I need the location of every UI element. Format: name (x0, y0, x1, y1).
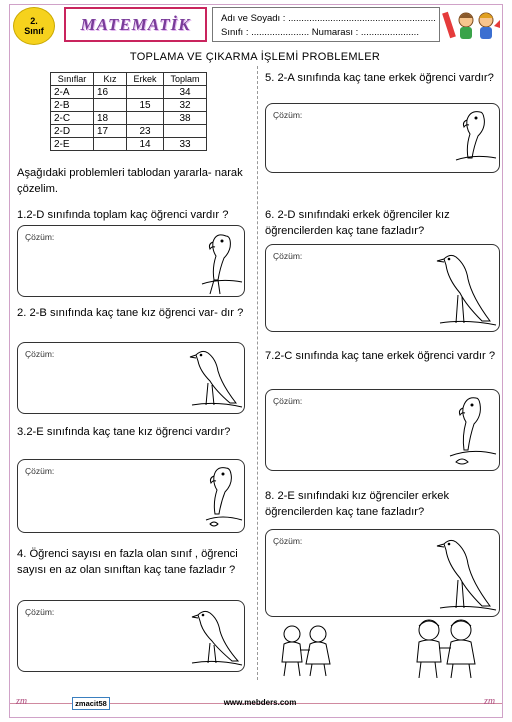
subject-title: MATEMATİK (80, 14, 191, 34)
footer-code: zmacit58 (72, 697, 110, 710)
parrot-icon (200, 462, 244, 532)
answer-label: Çözüm: (273, 110, 303, 120)
answer-box-7[interactable] (265, 389, 500, 471)
student-info-box (212, 7, 440, 42)
question-1: 1.2-D sınıfında toplam kaç öğrenci vardır ? (17, 209, 229, 221)
table-cell (94, 138, 127, 151)
answer-label: Çözüm: (25, 349, 55, 359)
answer-box-4[interactable] (17, 600, 245, 672)
table-cell: 32 (164, 99, 207, 112)
table-cell: 23 (127, 125, 164, 138)
name-field[interactable]: Adı ve Soyadı : ........................................................ (221, 13, 436, 24)
table-cell: 2-C (51, 112, 94, 125)
question-7: 7.2-C sınıfında kaç tane erkek öğrenci vardır ? (265, 350, 496, 362)
grade-badge (13, 7, 55, 45)
table-cell (127, 86, 164, 99)
answer-box-6[interactable] (265, 244, 500, 332)
kids-illustration-icon (442, 6, 502, 44)
grade-label: Sınıf (24, 26, 44, 36)
answer-box-5[interactable] (265, 103, 500, 173)
parrot-icon (452, 106, 498, 172)
table-cell: 17 (94, 125, 127, 138)
table-cell: 18 (94, 112, 127, 125)
table-row (51, 86, 207, 99)
answer-label: Çözüm: (25, 466, 55, 476)
question-6: 6. 2-D sınıfındaki erkek öğrenciler kız öğrencilerden kaç tane fazladır? (265, 209, 450, 237)
table-header-cell: Kız (94, 73, 127, 86)
table-cell: 34 (164, 86, 207, 99)
table-row (51, 125, 207, 138)
answer-label: Çözüm: (273, 396, 303, 406)
table-cell: 38 (164, 112, 207, 125)
table-cell: 2-E (51, 138, 94, 151)
class-number-field[interactable]: Sınıfı : ...................... Numarası : ...................... (221, 27, 419, 38)
question-8: 8. 2-E sınıfındaki kız öğrenciler erkek öğrencilerden kaç tane fazladır? (265, 490, 450, 518)
table-cell (94, 99, 127, 112)
table-cell (127, 112, 164, 125)
parrot-icon (198, 228, 244, 296)
table-row (51, 99, 207, 112)
question-3: 3.2-E sınıfında kaç tane kız öğrenci vardır? (17, 426, 231, 438)
question-4: 4. Öğrenci sayısı en fazla olan sınıf , öğrenci sayısı en az olan sınıftan kaç tane fazladır ? (17, 548, 238, 576)
question-5: 5. 2-A sınıfında kaç tane erkek öğrenci vardır? (265, 72, 494, 84)
table-cell (164, 125, 207, 138)
grade-number: 2. (30, 16, 38, 26)
answer-label: Çözüm: (25, 232, 55, 242)
footer-site[interactable]: www.mebders.com (223, 698, 297, 707)
table-cell: 16 (94, 86, 127, 99)
table-cell: 2-B (51, 99, 94, 112)
question-2: 2. 2-B sınıfında kaç tane kız öğrenci var- dır ? (17, 307, 244, 319)
table-cell: 2-D (51, 125, 94, 138)
table-cell: 2-A (51, 86, 94, 99)
answer-box-1[interactable] (17, 225, 245, 297)
table-header-cell: Sınıflar (51, 73, 94, 86)
answer-label: Çözüm: (25, 607, 55, 617)
answer-box-8[interactable] (265, 529, 500, 617)
parrot-icon (446, 392, 498, 470)
table-cell: 14 (127, 138, 164, 151)
column-divider (257, 66, 258, 680)
data-table (50, 72, 207, 151)
table-cell: 15 (127, 99, 164, 112)
children-drawing-icon (272, 622, 340, 680)
subject-title-box (64, 7, 207, 42)
table-row (51, 112, 207, 125)
songbird-icon (186, 603, 244, 671)
instruction-text: Aşağıdaki problemleri tablodan yararla- narak çözelim. (17, 167, 243, 195)
table-header-cell: Erkek (127, 73, 164, 86)
children-drawing-icon (405, 616, 487, 682)
answer-box-2[interactable] (17, 342, 245, 414)
table-header-cell: Toplam (164, 73, 207, 86)
songbird-icon (432, 534, 498, 616)
table-row (51, 138, 207, 151)
footer-logo-left: zm (16, 696, 28, 707)
songbird-icon (186, 345, 244, 413)
table-cell: 33 (164, 138, 207, 151)
answer-label: Çözüm: (273, 251, 303, 261)
worksheet-title: TOPLAMA VE ÇIKARMA İŞLEMİ PROBLEMLER (129, 51, 381, 63)
songbird-icon (432, 249, 498, 331)
answer-box-3[interactable] (17, 459, 245, 533)
table-header-row (51, 73, 207, 86)
answer-label: Çözüm: (273, 536, 303, 546)
footer-logo-right: zm (484, 696, 496, 707)
